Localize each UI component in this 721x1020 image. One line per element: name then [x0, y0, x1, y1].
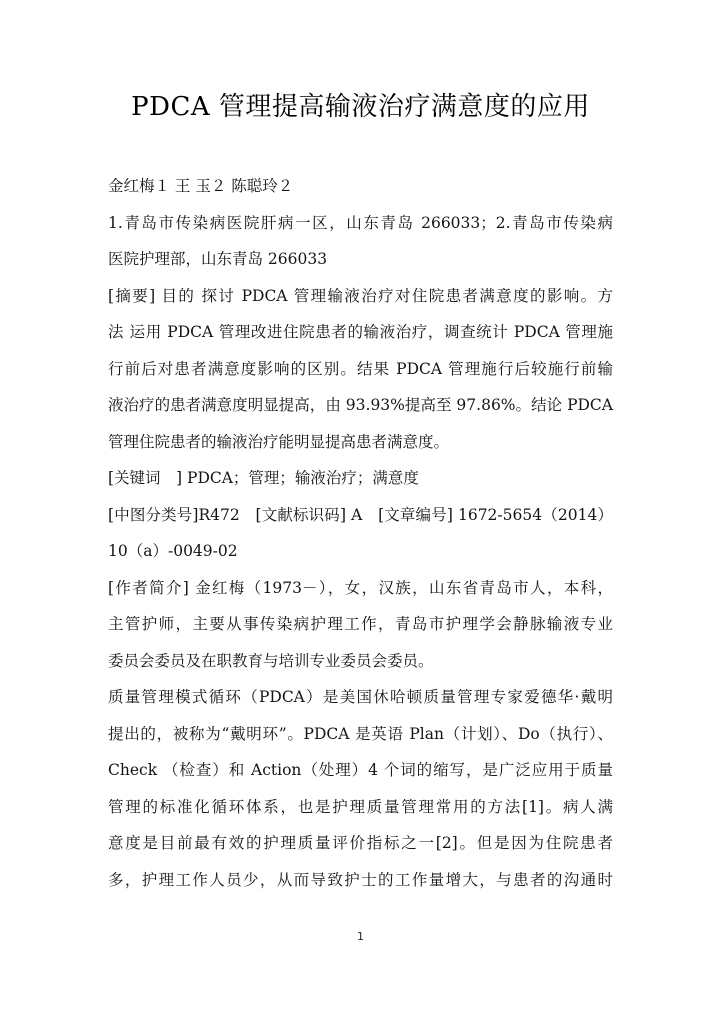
intro-line: 意度是目前最有效的护理质量评价指标之一[2]。但是因为住院患者	[108, 834, 613, 852]
intro-line: 质量管理模式循环（PDCA）是美国休哈顿质量管理专家爱德华·戴明	[108, 688, 613, 706]
intro-line: 管理的标准化循环体系，也是护理质量管理常用的方法[1]。病人满	[108, 797, 613, 816]
intro-line: Check （检查）和 Action（处理）4 个词的缩写，是广泛应用于质量	[108, 761, 613, 779]
document-body	[108, 171, 613, 901]
abstract-line: 法 运用 PDCA 管理改进住院患者的输液治疗，调查统计 PDCA 管理施	[108, 323, 613, 341]
intro-line: 提出的，被称为“戴明环”。PDCA 是英语 Plan（计划）、Do（执行）、	[108, 724, 613, 743]
keywords-line: [关键词 ] PDCA；管理；输液治疗；满意度	[108, 469, 419, 487]
intro-line: 多，护理工作人员少，从而导致护士的工作量增大，与患者的沟通时	[108, 870, 613, 889]
authors-line: 金红梅１ 王 玉２ 陈聪玲２	[108, 177, 294, 195]
abstract-line: 管理住院患者的输液治疗能明显提高患者满意度。	[108, 432, 450, 451]
document-title: PDCA 管理提高输液治疗满意度的应用	[131, 92, 590, 122]
author-bio-line: 主管护师，主要从事传染病护理工作，青岛市护理学会静脉输液专业	[108, 615, 613, 633]
author-bio-line: 委员会委员及在职教育与培训专业委员会委员。	[108, 651, 434, 670]
page-number: 1	[357, 930, 364, 943]
affiliation-line: 医院护理部，山东青岛 266033	[108, 250, 328, 268]
abstract-line: [摘要] 目的 探讨 PDCA 管理输液治疗对住院患者满意度的影响。方	[108, 286, 613, 305]
classification-line: 10（a）-0049-02	[108, 542, 238, 560]
affiliation-line: 1.青岛市传染病医院肝病一区，山东青岛 266033；2.青岛市传染病	[108, 213, 613, 232]
author-bio-line: [作者简介] 金红梅（1973－），女，汉族，山东省青岛市人，本科，	[108, 578, 613, 597]
abstract-line: 行前后对患者满意度影响的区别。结果 PDCA 管理施行后较施行前输	[108, 359, 613, 378]
classification-line: [中图分类号]R472 [文献标识码] A [文章编号] 1672-5654（2014）	[108, 505, 613, 524]
abstract-line: 液治疗的患者满意度明显提高，由 93.93%提高至 97.86%。结论 PDCA	[108, 396, 613, 414]
